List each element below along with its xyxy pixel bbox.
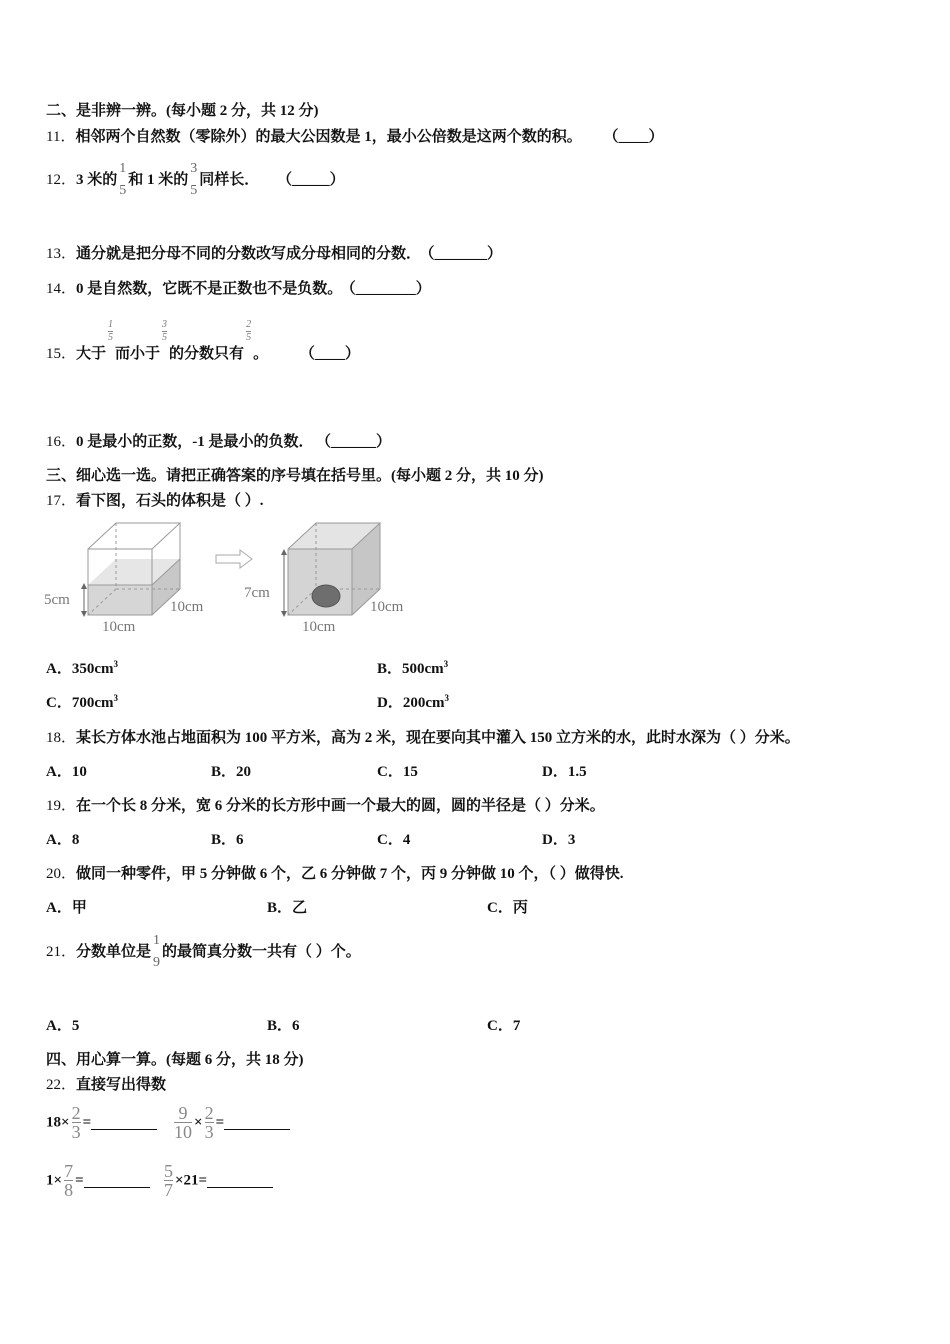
question-text-part: 分数单位是 [76,944,152,960]
q17-option-a[interactable] [46,659,118,679]
fraction [164,1161,173,1201]
right-container [281,523,380,617]
fraction [153,934,160,970]
question-text-part: 而小于 [115,346,161,362]
question-number: 19． [46,798,77,814]
superscript: 3 [113,659,118,669]
denominator: 3 [71,1122,81,1143]
superscript: 3 [444,693,449,703]
numerator: 3 [162,319,168,330]
question-text-part: 大于 [76,346,107,362]
numerator: 1 [153,933,161,948]
expr-text: = [215,1114,225,1131]
question-text-part: 的分数只有 [169,346,245,362]
question-18 [46,728,800,748]
numerator: 2 [71,1103,81,1124]
left-arrow-head [81,611,87,617]
stone [312,585,340,607]
answer-blank[interactable]: （_____） [277,172,345,188]
denominator: 5 [190,183,198,198]
left-box-top [88,523,180,549]
answer-blank[interactable]: （________） [348,281,431,297]
question-number: 17． [46,493,77,509]
answer-blank[interactable]: （____） [299,346,360,362]
q18-option-a[interactable]: A．10 [46,764,87,780]
right-height-label: 7cm [244,585,270,601]
q20-option-a[interactable]: A．甲 [46,900,87,916]
right-depth-label: 10cm [370,599,404,615]
section-4-heading: 四、用心算一算。(每题 6 分，共 18 分) [46,1052,304,1068]
q19-option-c[interactable]: C．4 [377,832,411,848]
expression-2 [172,1104,290,1141]
answer-blank[interactable]: （______） [323,434,392,450]
denominator: 9 [153,955,161,970]
section-2-heading: 二、是非辨一辨。(每小题 2 分，共 12 分) [46,103,319,119]
denominator: 10 [174,1122,192,1143]
answer-input[interactable] [91,1115,157,1130]
expression-3 [46,1162,150,1199]
denominator: 5 [246,332,252,343]
question-15 [46,319,360,362]
numerator: 3 [190,161,198,176]
question-number: 11． [46,129,76,145]
q17-option-b[interactable] [377,659,448,679]
question-number: 15． [46,346,77,362]
q21-option-b[interactable]: B．6 [267,1018,300,1034]
right-arrow-head [281,549,287,555]
question-text-part: 。 [253,346,269,362]
expression-1 [46,1104,157,1141]
fraction [162,320,167,343]
answer-input[interactable] [84,1173,150,1188]
answer-input[interactable] [224,1115,290,1130]
q20-option-c[interactable]: C．丙 [487,900,528,916]
superscript: 3 [113,693,118,703]
option-text: C．700cm [46,695,114,711]
fraction [174,1103,192,1143]
question-19 [46,796,605,816]
question-14 [46,279,431,299]
numerator: 7 [64,1161,74,1182]
hollow-arrow [216,550,252,568]
q18-option-b[interactable]: B．20 [211,764,252,780]
left-width-label: 10cm [102,619,136,635]
expression-4 [162,1162,273,1199]
denominator: 8 [64,1180,74,1201]
answer-input[interactable] [207,1173,273,1188]
q21-option-c[interactable]: C．7 [487,1018,521,1034]
right-width-label: 10cm [302,619,336,635]
question-number: 18． [46,730,77,746]
question-number: 12． [46,172,77,188]
fraction [190,162,197,198]
numerator: 9 [178,1103,188,1124]
question-text-part: 3 米的 [76,172,118,188]
numerator: 5 [164,1161,173,1182]
question-text: 相邻两个自然数（零除外）的最大公因数是 1，最小公倍数是这两个数的积。 [75,129,582,145]
q17-option-c[interactable] [46,693,118,713]
denominator: 5 [119,183,127,198]
q19-option-b[interactable]: B．6 [211,832,244,848]
question-text: 某长方体水池占地面积为 100 平方米，高为 2 米，现在要向其中灌入 150 立方米的水，此时水深为（ ）分米。 [76,730,800,746]
question-17 [46,491,264,511]
q19-option-a[interactable]: A．8 [46,832,80,848]
right-arrow-head [281,611,287,617]
fraction [108,320,113,343]
numerator: 2 [204,1103,214,1124]
question-text: 做同一种零件，甲 5 分钟做 6 个，乙 6 分钟做 7 个，丙 9 分钟做 10 个，（ ）做得快. [76,866,624,882]
question-text: 0 是最小的正数，-1 是最小的负数． [76,434,314,450]
question-number: 21． [46,944,77,960]
question-20 [46,864,624,884]
denominator: 7 [164,1180,173,1201]
expr-text: 18× [46,1114,70,1131]
q17-option-d[interactable] [377,693,449,713]
left-container [81,523,180,617]
numerator: 1 [108,319,114,330]
left-arrow-head [81,583,87,589]
option-text: A．350cm [46,661,114,677]
question-number: 14． [46,281,77,297]
expr-text: 1× [46,1172,63,1189]
expr-text: = [82,1114,92,1131]
question-21 [46,934,361,970]
denominator: 3 [204,1122,214,1143]
answer-blank[interactable]: （____） [603,129,664,145]
question-number: 20． [46,866,77,882]
left-height-label: 5cm [44,592,70,608]
section-3-heading: 三、细心选一选。请把正确答案的序号填在括号里。(每小题 2 分，共 10 分) [46,468,544,484]
question-text: 直接写出得数 [76,1077,167,1093]
question-text-part: 和 1 米的 [128,172,189,188]
numerator: 2 [246,319,252,330]
option-text: B．500cm [377,661,444,677]
question-22 [46,1075,166,1095]
fraction [119,162,126,198]
expr-text: ×21= [175,1172,208,1189]
stone-volume-figure [40,515,430,645]
question-16 [46,432,391,452]
question-text: 通分就是把分母不同的分数改写成分母相同的分数． [76,246,422,262]
question-11 [46,127,663,147]
question-13 [46,244,502,264]
numerator: 1 [119,161,127,176]
q18-option-d[interactable]: D．1.5 [542,764,587,780]
denominator: 5 [108,332,114,343]
transition-arrow [216,550,252,568]
q19-option-d[interactable]: D．3 [542,832,576,848]
expr-text: = [75,1172,84,1189]
question-text-part: 同样长． [199,172,260,188]
q18-option-c[interactable]: C．15 [377,764,418,780]
question-number: 22． [46,1077,77,1093]
question-12 [46,162,345,198]
question-text: 看下图，石头的体积是（ ）. [76,493,264,509]
question-text: 在一个长 8 分米，宽 6 分米的长方形中画一个最大的圆，圆的半径是（ ）分米。 [76,798,605,814]
answer-blank[interactable]: （_______） [427,246,503,262]
option-text: D．200cm [377,695,445,711]
superscript: 3 [443,659,449,669]
question-number: 16． [46,434,77,450]
denominator: 5 [162,332,168,343]
fraction [204,1103,214,1143]
left-depth-label: 10cm [170,599,204,615]
question-text-part: 的最简真分数一共有（ ）个。 [162,944,361,960]
fraction [246,320,251,343]
fraction [71,1103,81,1143]
fraction [64,1161,74,1201]
q21-option-a[interactable]: A．5 [46,1018,80,1034]
question-number: 13． [46,246,77,262]
expr-text: × [194,1114,203,1131]
q20-option-b[interactable]: B．乙 [267,900,308,916]
question-text: 0 是自然数，它既不是正数也不是负数。 [76,281,343,297]
